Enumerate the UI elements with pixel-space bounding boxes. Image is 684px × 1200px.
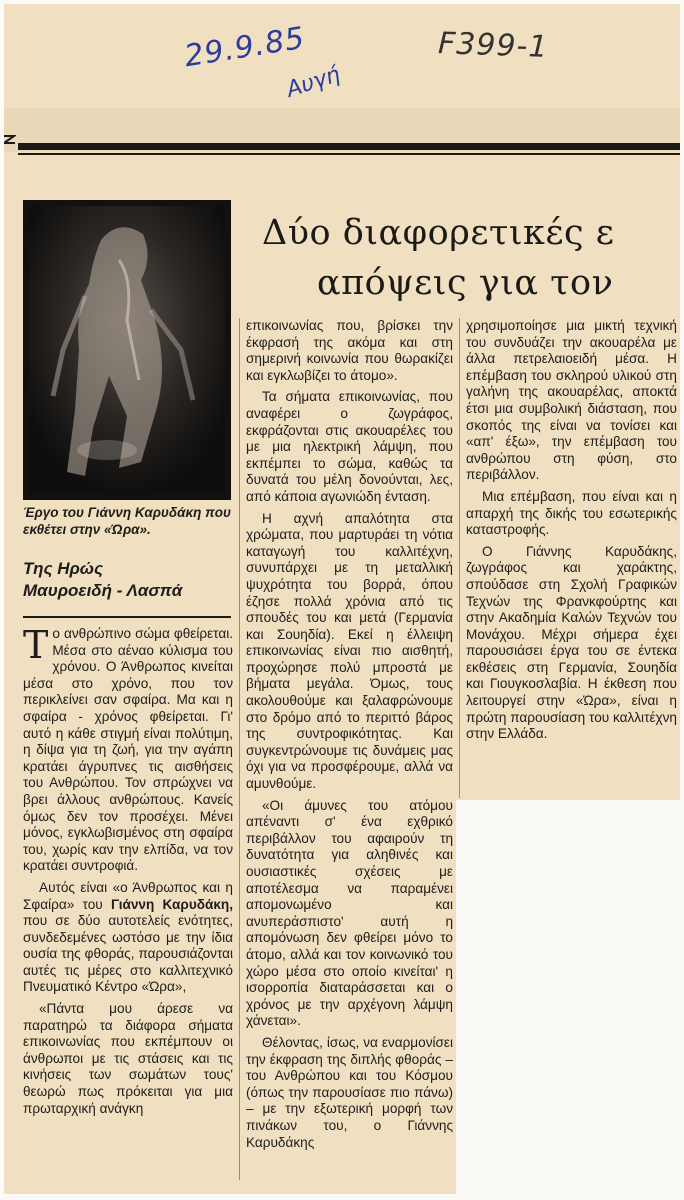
byline-line-2: Μαυροειδή - Λασπά: [23, 581, 183, 600]
byline: [23, 558, 238, 602]
figure-painting-image: [23, 200, 231, 500]
paragraph: Μια επέμβαση, που είναι και η απαρχή της δικής του εσωτερικής καταστροφής.: [466, 488, 677, 538]
byline-separator: [23, 616, 231, 618]
paragraph: χρησιμοποίησε μια μικτή τεχνική του συνδυάζει την ακουαρέλα με άλλα πετρελαιοειδή μέσα. Η επέμβαση του σκληρού υλικού στη γαλήνη της ακουαρέλας, αποκτά έτσι μια συμβολική διάσταση, που σκοπός της είναι να τονίσει και «απ' έξω», την επέμβαση του ανθρώπου στη φύση, στο περιβάλλον.: [466, 318, 677, 483]
paragraph-text: ο ανθρώπινο σώμα φθείρεται. Μέσα στο αέναο κύλισμα του χρόνου. Ο Άνθρωπος κινείται μέσα στο χρόνο, που τον περικλείνει σαν σφαίρα. Μα και η σφαίρα - χρόνος φθείρεται. Γι' αυτό η κάθε στιγμή είναι πολύτιμη, η δίψα για τη ζωή, για την αγάπη κρατάει άγρυπνες τις αισθήσεις του Ανθρώπου. Τον σπρώχνει να βρει άλλους ανθρώπους. Κανείς όμως δεν τον προσέχει. Μένει μόνος, εγκλωβισμένος στη σφαίρα του, χωρίς καν την ελπίδα, να τον κρατάει συντροφιά.: [23, 626, 233, 874]
headline-line-1: Δύο διαφορετικές ε: [262, 213, 615, 253]
handwritten-date: 29.9.85: [182, 20, 308, 75]
paragraph: επικοινωνίας που, βρίσκει την έκφρασή της ακόμα και στη σημερινή κοινωνία που θωρακίζει και εγκλωβίζει το άτομο».: [246, 318, 453, 383]
paragraph: Θέλοντας, ίσως, να εναρμονίσει την έκφραση της διπλής φθοράς – του Ανθρώπου και του Κόσμου (όπως την παρουσίασε πιο πάνω) – με την εξωτερική μορφή των πινάκων του, ο Γιάννης Καρυδάκης: [246, 1034, 453, 1150]
corner-mark-icon: [4, 134, 16, 144]
drop-cap: Τ: [23, 623, 49, 667]
paragraph: «Πάντα μου άρεσε να παρατηρώ τα διάφορα σήματα επικοινωνίας που εκπέμπουν οι άνθρωποι με τις στάσεις και τις κινήσεις των σωμάτων τους' θεωρώ πως πρόκειται για μια πρωταρχική ανάγκη: [23, 1001, 233, 1116]
handwritten-archive-code: F399-1: [437, 26, 550, 65]
headline: [262, 208, 684, 308]
handwritten-newspaper-name: Αυγή: [283, 62, 344, 103]
artist-name: Γιάννη Καρυδάκη,: [110, 896, 233, 912]
paragraph: «Οι άμυνες του ατόμου απέναντι σ' ένα εχθρικό περιβάλλον του αφαιρούν τη δυνατότητα για αληθινές και ουσιαστικές σχέσεις με αποτέλεσμα να παραμένει απομονωμένο και ανυπεράσπιστο' αυτή η απομόνωση δεν φθείρει μόνο το άτομο, αλλά και τον κοινωνικό του χώρο μέσα στο οποίο κινείται' η ισορροπία διαταράσσεται και ο χρόνος με την αρχέγονη λάμψη χάνεται».: [246, 797, 453, 1029]
header-rule-thick: [18, 143, 680, 150]
clipping-cut-area: [456, 800, 684, 1200]
photo-caption: Έργο του Γιάννη Καρυδάκη που εκθέτει στην «Ώρα».: [23, 505, 231, 537]
paragraph: Ο Γιάννης Καρυδάκης, ζωγράφος και χαράκτης, σπούδασε στη Σχολή Γραφικών Τεχνών της Φρανκφούρτης και στην Ακαδημία Καλών Τεχνών του Μονάχου. Μέχρι σήμερα έχει παρουσιάσει έργα του σε έντεκα εκθέσεις στη Γερμανία, Σουηδία και Γιουγκοσλαβία. Η έκθεση που λειτουργεί στην «Ώρα», είναι η πρώτη παρουσίαση του καλλιτέχνη στην Ελλάδα.: [466, 543, 677, 742]
paragraph: Τα σήματα επικοινωνίας, που αναφέρει ο ζωγράφος, εκφράζονται στις ακουαρέλες του με μια ηλεκτρική λάμψη, που εκπέμπει το σώμα, καθώς τα δυνατά του μέλη δονούνται, λες, από κάποια αγωνιώδη ένταση.: [246, 389, 453, 504]
paragraph: [23, 880, 233, 996]
headline-line-2: απόψεις για τον: [317, 263, 614, 303]
artwork-photo: [23, 200, 231, 500]
column-divider: [459, 318, 460, 798]
paragraph-text: Αυτός είναι «ο Άνθρωπος και η Σφαίρα» του: [23, 879, 233, 912]
byline-line-1: Της Ηρώς: [23, 559, 104, 578]
paragraph: Η αχνή απαλότητα στα χρώματα, που μαρτυράει τη νότια καταγωγή του καλλιτέχνη, συνυπάρχει με τη μεταλλική ψυχρότητα του βορρά, όπου έζησε πολλά χρόνια από τις σπουδές του και μετά (Γερμανία και Σουηδία). Εκεί η έλλειψη επικοινωνίας είναι πιο αισθητή, προχώρησε πολύ μπροστά με βήματα μεγάλα. Όμως, τους ακολουθούμε και ξαλαφρώνουμε στο δρόμο από το περιττό βάρος της συντροφικότητας. Και συγκεντρώνουμε τις δυνάμεις μας όχι για να προσφέρουμε, αλλά να αμυνθούμε.: [246, 510, 453, 792]
paragraph: [23, 623, 233, 875]
article-column-2: [246, 318, 453, 1151]
header-rule-thin: [18, 153, 680, 155]
article-column-3: [466, 318, 677, 743]
column-divider: [239, 318, 240, 1180]
paragraph-text: που σε δύο αυτοτελείς ενότητες, συνδεδεμένες ωστόσο με την ίδια ουσία της φθοράς, παρουσιάζονται αυτές τις μέρες στο καλλιτεχνικό Πνευματικό Κέντρο «Ώρα»,: [23, 913, 233, 995]
article-column-1: [23, 623, 233, 1117]
